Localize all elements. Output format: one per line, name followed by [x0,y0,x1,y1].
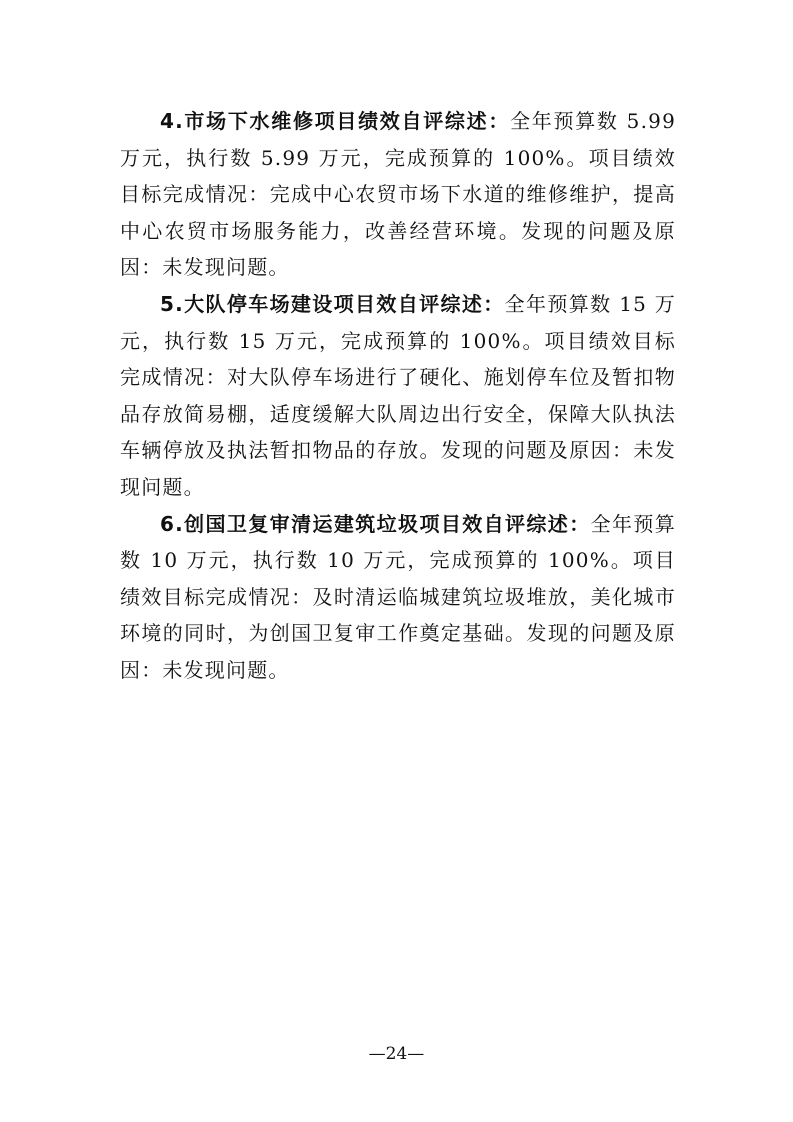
page-number: —24— [368,1044,425,1064]
paragraph-heading: 4.市场下水维修项目绩效自评综述： [160,109,511,133]
paragraph-body: 全年预算数 5.99 万元，执行数 5.99 万元，完成预算的 100%。项目绩效目标完成情况：完成中心农贸市场下水道的维修维护，提高中心农贸市场服务能力，改善经营环境。发现的问题及原因：未发现问题。 [120,109,677,280]
paragraph-item-5 [120,286,676,506]
paragraph-body: 全年预算数 15 万元，执行数 15 万元，完成预算的 100%。项目绩效目标完成情况：对大队停车场进行了硬化、施划停车位及暂扣物品存放简易棚，适度缓解大队周边出行安全，保障大队执法车辆停放及执法暂扣物品的存放。发现的问题及原因：未发现问题。 [120,291,676,499]
paragraph-body: 全年预算数 10 万元，执行数 10 万元，完成预算的 100%。项目绩效目标完成情况：及时清运临城建筑垃圾堆放，美化城市环境的同时，为创国卫复审工作奠定基础。发现的问题及原因：未发现问题。 [120,511,676,682]
paragraph-heading: 6.创国卫复审清运建筑垃圾项目效自评综述： [160,511,591,536]
document-body [120,103,676,689]
paragraph-heading: 5.大队停车场建设项目效自评综述： [160,291,505,316]
paragraph-item-6 [120,506,676,689]
paragraph-item-4 [120,103,676,286]
